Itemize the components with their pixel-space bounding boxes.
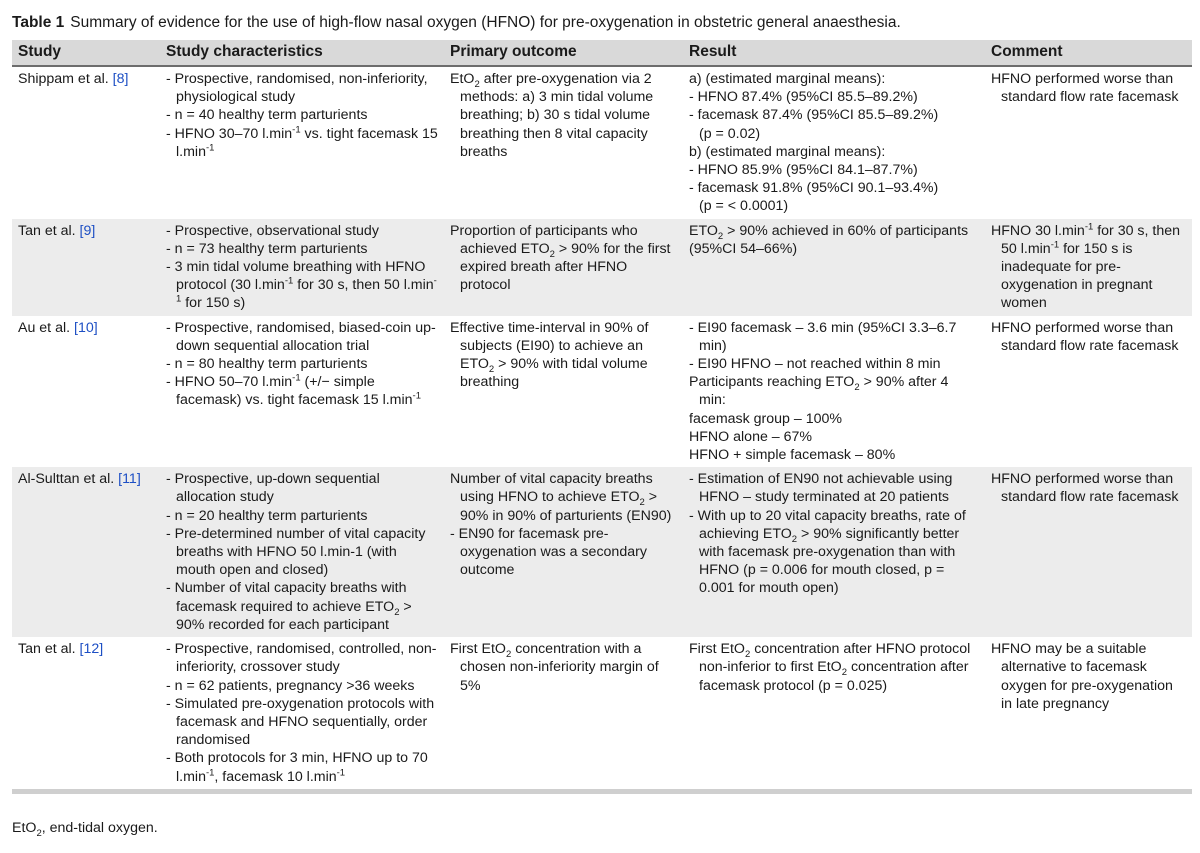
cell-primary-outcome: EtO$_2$ after pre-oxygenation via 2 methods: a) 3 min tidal volume breathing; b) 30 s tidal volume breathing then 8 vital capacity breaths [450,71,654,160]
reference-link[interactable]: [10] [74,319,98,336]
table-caption [12,13,901,33]
study-name: Shippam et al. [18,71,113,87]
header-study-characteristics: Study characteristics [160,40,444,66]
cell-comment: HFNO 30 $l.\min^{-1}$ for 30 s, then 50 $l.\min^{-1}$ for 150 s is inadequate for pre-oxygenation in pregnant women [991,220,1181,312]
table-row [12,637,1192,791]
cell-result: a) (estimated marginal means): - HFNO 87.4% (95%CI 85.5–89.2%) - facemask 87.4% (95%CI 85.5–89.2%) (p = 0.02) b) (estimated marginal means): - HFNO 85.9% (95%CI 84.1–87.7%) - facemask 91.8% (95%CI 90.1–93.4%) (p = < 0.0001) [689,71,939,215]
cell-result: - Estimation of EN90 not achievable using HFNO – study terminated at 20 patients - With up to 20 vital capacity breaths, rate of achieving $ETO_2 > 90\%$ significantly better with facemask pre-oxygenation than with HFNO (p = 0.006 for mouth closed, p = 0.001 for mouth open) [689,471,966,597]
cell-result: $ETO_2 > 90\%$ achieved in 60% of participants (95%CI 54–66%) [689,222,969,257]
reference-link[interactable]: [8] [112,71,129,87]
table-label: Table 1 [12,14,65,31]
cell-primary-outcome: First EtO$_2$ concentration with a chosen non-inferiority margin of 5% [444,637,683,791]
characteristic-item: - Pre-determined number of vital capacity breaths with HFNO 50 l.min-1 (with mouth open and closed) [166,525,426,579]
cell-result: First EtO$_2$ concentration after HFNO protocol non-inferior to first EtO$_2$ concentration after facemask protocol (p = 0.025) [683,637,985,791]
table-row [12,467,1192,637]
cell-study-characteristics [160,219,444,316]
cell-study [12,219,160,316]
header-result: Result [683,40,985,66]
reference-link[interactable]: [11] [118,471,141,488]
table-row [12,66,1192,219]
cell-comment: HFNO performed worse than standard flow rate facemask [991,471,1179,506]
characteristic-item: - HFNO 30–70 $l.\min^{-1}$ vs. tight facemask 15 $l.\min^{-1}$ [166,123,438,160]
table-row [12,316,1192,468]
cell-study [12,637,160,791]
characteristic-item: - n = 73 healthy term parturients [166,240,368,257]
characteristic-item: - Prospective, randomised, biased-coin up-down sequential allocation trial [166,319,436,354]
characteristic-item: - Prospective, observational study [166,222,379,239]
study-name: Tan et al. [18,222,80,239]
cell-primary-outcome: Number of vital capacity breaths using HFNO to achieve $ETO_2 > 90\%$ in 90% of parturients (EN90) - EN90 for facemask pre-oxygenation was a secondary outcome [450,471,672,579]
reference-link[interactable]: [12] [79,641,104,658]
characteristic-item: - Number of vital capacity breaths with facemask required to achieve $ETO_2 > 90\%$ recorded for each participant [166,580,412,633]
cell-study [12,467,160,637]
cell-study-characteristics [160,316,444,468]
cell-primary-outcome: Effective time-interval in 90% of subjects (EI90) to achieve an $ETO_2 > 90\%$ with tidal volume breathing [450,319,649,391]
characteristic-item: - Prospective, randomised, controlled, non-inferiority, crossover study [166,641,437,676]
characteristic-item: - Simulated pre-oxygenation protocols with facemask and HFNO sequentially, order randomised [166,695,435,749]
evidence-table [12,40,1192,794]
cell-comment: HFNO may be a suitable alternative to facemask oxygen for pre-oxygenation in late pregnancy [985,637,1192,791]
characteristic-item: - Both protocols for 3 min, HFNO up to 70 $l.\min^{-1}$, facemask 10 $l.\min^{-1}$ [166,750,428,785]
cell-comment: HFNO performed worse than standard flow rate facemask [991,71,1179,106]
characteristic-item: - 3 min tidal volume breathing with HFNO protocol (30 $l.\min^{-1}$ for 30 s, then 50 $l.\min^{-1}$ for 150 s) [166,259,437,312]
characteristic-item: - Prospective, up-down sequential allocation study [166,471,380,506]
cell-study-characteristics [160,66,444,219]
header-study: Study [12,40,160,66]
header-primary-outcome: Primary outcome [444,40,683,66]
table-row [12,219,1192,316]
characteristic-item: - n = 80 healthy term parturients [166,356,368,373]
characteristic-item: - n = 40 healthy term parturients [166,107,368,124]
cell-study [12,66,160,219]
cell-result: - EI90 facemask – 3.6 min (95%CI 3.3–6.7 min) - EI90 HFNO – not reached within 8 min Participants reaching $ETO_2 > 90\%$ after 4 min: facemask group – 100% HFNO alone – 67% HFNO + simple facemask – 80% [689,319,957,464]
characteristic-item: - n = 62 patients, pregnancy >36 weeks [166,677,415,694]
reference-link[interactable]: [9] [79,222,96,239]
table-title: Summary of evidence for the use of high-flow nasal oxygen (HFNO) for pre-oxygenation in obstetric general anaesthesia. [70,14,901,31]
cell-comment: HFNO performed worse than standard flow rate facemask [991,319,1179,354]
characteristic-item: - n = 20 healthy term parturients [166,507,368,524]
cell-study-characteristics [160,467,444,637]
characteristic-item: - Prospective, randomised, non-inferiority, physiological study [166,71,428,106]
study-name: Al-Sulttan et al. [18,471,119,488]
table-footnote: EtO$_2$, end-tidal oxygen. [12,820,158,839]
header-comment: Comment [985,40,1192,66]
study-name: Au et al. [18,319,74,336]
cell-study [12,316,160,468]
table-header-row [12,40,1192,66]
study-name: Tan et al. [18,641,80,658]
characteristic-item: - HFNO 50–70 $l.\min^{-1}$ (+/− simple facemask) vs. tight facemask 15 $l.\min^{-1}$ [166,372,421,409]
cell-study-characteristics [160,637,444,791]
cell-primary-outcome: Proportion of participants who achieved $ETO_2 > 90\%$ for the first expired breath after HFNO protocol [450,222,671,294]
